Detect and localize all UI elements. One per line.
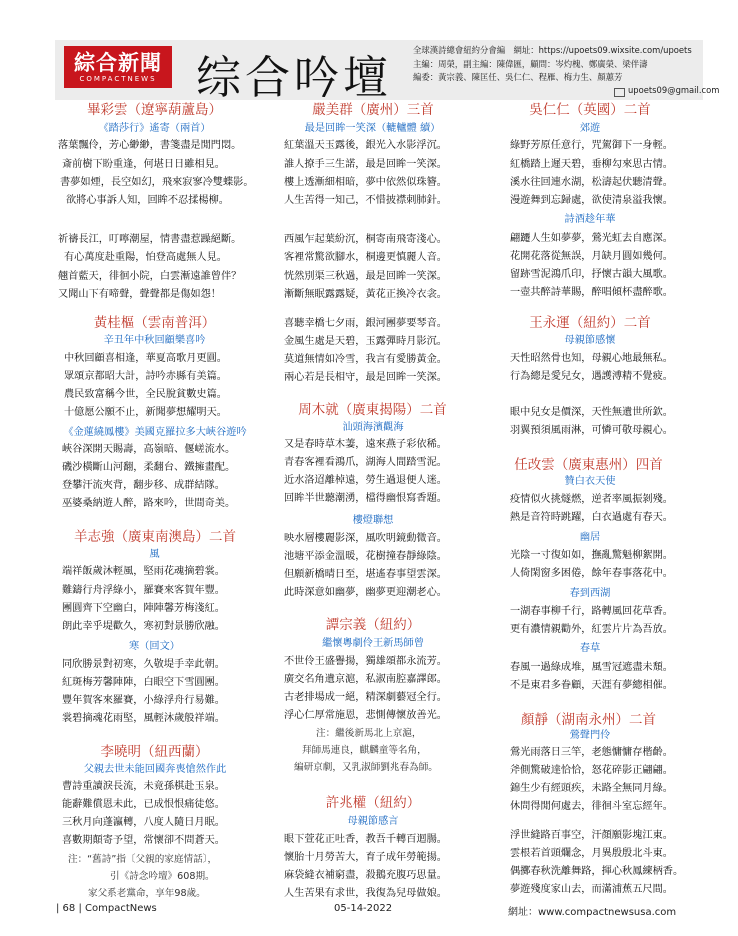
- poem-title: 吳仁仁（英國）二首: [529, 102, 651, 118]
- poem-line: 疫情似火挑燧燃，逆者率風振剝殘。: [510, 494, 673, 505]
- poem-line: 眼下萱花正吐香，教吾千轉百迴腸。: [284, 834, 447, 845]
- poem-line: 綠野芳原任意行，咒駕御下一身輕。: [510, 140, 673, 151]
- poem-subtitle: 贊白衣天使: [564, 476, 616, 487]
- poem-line: 朗此幸乎堤歡久，寒初對景勝欣融。: [62, 621, 225, 632]
- poem-title: 顏靜（湖南永州）二首: [521, 712, 656, 728]
- website-link[interactable]: 網址：www.compactnewsusa.com: [508, 907, 677, 918]
- poem-subtitle: 母親節感懷: [564, 335, 616, 346]
- poem-line: 浮心仁厚常施恩，悲惻傳懷放善光。: [284, 710, 447, 721]
- poem-subtitle: 寒（回文）: [129, 641, 180, 652]
- logo-subtext: COMPACTNEWS: [79, 75, 157, 83]
- editorial-info-line-3: 編委：黃宗義、陳匡任、吳仁仁、程雁、梅力生、顏蕙芳: [413, 72, 623, 82]
- poem-line: 光陰一寸復如如，撫亂驚魁柳絮開。: [510, 550, 673, 561]
- poem-note: 注：繼後新馬北上京滬，: [316, 728, 422, 739]
- poem-line: 又是春時草木萋，遠來燕子彩依稀。: [284, 439, 447, 450]
- poem-note: 拜師馬連良，麒麟童等名角，: [302, 745, 427, 756]
- poem-line: 恍然別渠三秋過，最是回眸一笑深。: [284, 271, 447, 282]
- poem-line: 三秋月向蓬瀛轉，八度人隨日月眠。: [62, 817, 225, 828]
- poem-title: 周木就（廣東揭陽）二首: [298, 402, 447, 418]
- poem-line: 廣交名角遺京滬，私淑南腔嘉譯郎。: [284, 674, 447, 685]
- poem-line: 農民致富稱今世，全民脫貧數史篇。: [64, 389, 227, 400]
- poem-line: 池塘平添金溫暖，花樹撞春靜綠陰。: [284, 551, 447, 562]
- poem-line: 青春客裡看鴻爪，湖海人間踏雪泥。: [284, 457, 447, 468]
- poem-subtitle: 汕頭海濱觀海: [342, 422, 404, 433]
- poem-line: 樓上透漸細相暗，夢中依然似珠簪。: [284, 177, 447, 188]
- poem-line: 能辭難償恩未此，已成恨恨痛徒悠。: [62, 799, 225, 810]
- poem-line: 翹首藍天，徘徊小院，白雲漸遠誰曾伴？: [58, 271, 242, 282]
- poem-subtitle: 父親去世未能回國奔喪愴然作此: [83, 764, 227, 775]
- poem-line: 溪水往回連水湖，松濤起伏聽清聲。: [510, 177, 673, 188]
- mail-icon: [614, 88, 625, 97]
- section-brand-title: 综合吟壇: [196, 51, 393, 104]
- poem-line: 峽谷深開天賜壽，高嶺暗、偃嵯流水。: [62, 444, 236, 455]
- poem-line: 有心萬度赴重陽，怕登高處無人見。: [64, 252, 227, 263]
- poem-title: 羊志強（廣東南澳島）二首: [74, 529, 236, 545]
- poem-subtitle: 母親節感言: [347, 816, 399, 827]
- poem-subtitle: 最是回眸一笑深（轆轤體 續）: [304, 123, 441, 134]
- poem-title: 任改雲（廣東惠州）四首: [514, 457, 663, 473]
- poem-line: 裳碧摘魂花雨堅，風輕沐歲般祥端。: [62, 713, 225, 724]
- poem-line: 漫遊舞到忘歸處，欲使清泉溢我懷。: [510, 195, 673, 206]
- logo-text: 綜合新聞: [74, 51, 162, 75]
- poem-subtitle: 《踏莎行》遙寄（兩首）: [98, 123, 211, 134]
- poem-line: 麻袋縫衣補窮盡，殺鵝充腹巧思量。: [284, 870, 447, 881]
- poem-line: 留跡雪泥鴻爪印，抒懷古韻大風歌。: [510, 269, 673, 280]
- poem-note: 引《詩念吟壇》608期。: [110, 871, 215, 882]
- poem-line: 端祥飯歲沐輕風，堅雨花魂摘碧裳。: [62, 566, 225, 577]
- poem-subtitle: 繼懷粵劇伶王新馬師曾: [322, 638, 424, 649]
- poem-line: 喜數期顛寄予望，常懷卻不問蒼天。: [62, 835, 225, 846]
- poem-line: 紅橋踏上遲天碧，垂柳勾來思古情。: [510, 159, 673, 170]
- poem-subtitle: 《金蓮繞鳳樓》美國克羅拉多大峽谷遊吟: [63, 427, 247, 438]
- poem-note: 家父系老黨命，享年98歲。: [88, 888, 206, 899]
- poem-line: 羽翼預須風雨淋，可憐可敬母親心。: [510, 425, 673, 436]
- poem-line: 十億愿公願不止，新聞夢想耀明天。: [64, 407, 227, 418]
- poem-line: 天性昭然骨也知，母親心地最無私。: [510, 353, 673, 364]
- poem-line: 熱是音符時跳躍，白衣過處有春天。: [510, 512, 673, 523]
- poem-title: 王永運（紐約）二首: [529, 315, 651, 331]
- newspaper-logo: [64, 46, 172, 88]
- poem-title: 黃桂樞（雲南普洱）: [93, 315, 216, 331]
- poem-line: 豐年賀客來羅賽，小綠浮舟行易難。: [62, 695, 225, 706]
- poem-line: 夢遊殘度家山去，而滿浦蕉五尺間。: [510, 884, 673, 895]
- poem-line: 中秋回顧喜相逢，華夏高歌月更圓。: [64, 353, 227, 364]
- poem-title: 畢彩雲（遼寧葫蘆島）: [87, 102, 222, 118]
- poem-line: 人生苦果有求世，我復為兒母做娘。: [284, 888, 447, 899]
- editorial-info-line-1: 全球漢詩總會紐約分會編 網址：https://upoets09.wixsite.com/upoets: [413, 45, 692, 55]
- poem-line: 錦生少有經頭疾，未路全無同月綠。: [510, 783, 673, 794]
- poem-line: 雲根若首頭爛念，月異殷殷北斗東。: [510, 848, 673, 859]
- poem-subtitle: 辛丑年中秋回顧樂喜吟: [103, 335, 206, 346]
- poem-line: 眼中兒女是價深，天性無遺世所欽。: [510, 407, 673, 418]
- poem-line: 又聞山下有啼聲，聲聲都是傷如怨！: [58, 289, 221, 300]
- poem-subtitle: 幽居: [579, 532, 601, 543]
- poem-line: 眾頌京都昭大計，詩吟赤縣有美篇。: [64, 371, 227, 382]
- email-link[interactable]: upoets09@gmail.com: [628, 85, 720, 95]
- poem-subtitle: 鶯聲門伶: [569, 730, 611, 741]
- poem-line: 斎前樹下盼重逢，何堪日日雖相見。: [62, 159, 225, 170]
- poem-line: 登攀汗流夾背，翻步移、成群結隊。: [62, 480, 225, 491]
- poem-line: 行為總是愛兒女，遇護溥精不覺疲。: [510, 371, 673, 382]
- poem-line: 客裡常驚欲腳水，桐邊更慎麗人音。: [284, 252, 447, 263]
- issue-date: 05-14-2022: [334, 903, 393, 914]
- poem-line: 祈禱長江，叮嚀潮屋，情書盡惹躁絕斷。: [58, 234, 242, 245]
- poem-line: 翩躚人生如夢夢，鶯光虹去自應深。: [510, 233, 673, 244]
- poem-line: 映水層樓麗影深，風吹明鏡動微音。: [284, 533, 447, 544]
- poem-line: 漸斷無眠露露疑，黃花正換冷衣衾。: [284, 289, 447, 300]
- poem-line: 浮世縫路百事空，汗顏願影塊江東。: [510, 830, 673, 841]
- poem-title: 李曉明（紐西蘭）: [100, 744, 209, 760]
- poem-line: 難鑄行舟浮綠小，羅賽來客賀年豐。: [62, 585, 225, 596]
- poem-subtitle: 春草: [579, 643, 601, 654]
- poem-line: 同欣勝景對初寒，久敬堤手幸此朝。: [62, 659, 225, 670]
- poem-line: 書夢如煙，長空如幻，飛來寂寥冷雙蝶影。: [60, 177, 254, 188]
- poem-subtitle: 郊遊: [579, 123, 601, 134]
- poem-title: 許兆權（紐約）: [325, 795, 421, 811]
- poem-line: 莫道無情如冷雪，我言有愛勝黃金。: [284, 354, 447, 365]
- poem-line: 不世伶王盛譽揚，獨雄頌都永流芳。: [284, 656, 447, 667]
- poem-line: 近水洛迢離棹遠，勞生過退便人迷。: [284, 475, 447, 486]
- editorial-info-line-2: 主編：周榮，副主編：陳偉匯，顧問：岑灼槐、鄭廣榮、梁伴濤: [413, 59, 648, 69]
- poem-note: 注：“舊詩”指〔父親的家庭情話〕，: [68, 854, 218, 865]
- poem-line: 誰人撩手三生諾，最是回眸一笑深。: [284, 159, 447, 170]
- poem-line: 花開花落從無誤，月缺月圓如幾何。: [510, 251, 673, 262]
- poem-line: 紅葉溫天玉露後，銀光入水影浮沉。: [284, 140, 447, 151]
- poem-subtitle: 春到西湖: [569, 588, 611, 599]
- poem-line: 落葉飄伶，芳心緲緲，書箋盡是閒門悶。: [58, 140, 242, 151]
- poem-line: 回眸半世聽潮湧，檔得幽恨寫香題。: [284, 493, 447, 504]
- poem-line: 兩心若是長相守，最是回眸一笑深。: [284, 372, 447, 383]
- poem-line: 金風生處是天碧，玉露彈時月影沉。: [284, 336, 447, 347]
- poem-line: 曹詩重讀淚長流，未竟孫棋赴玉泉。: [62, 781, 225, 792]
- poem-line: 喜聽幸橋七夕雨，銀河團夢要琴音。: [284, 318, 447, 329]
- poem-line: 更有濃情親勸外，紅雲片片為吾放。: [510, 624, 673, 635]
- poem-line: 春風一過綠成堆，風雪冠遮盡未頹。: [510, 662, 673, 673]
- poem-note: 編研京劇，又乳淑師劉兆春為師。: [294, 762, 438, 773]
- poem-subtitle: 風: [149, 549, 160, 560]
- poem-line: 紅斑梅芳馨陣陣，白眼空下雪圓團。: [62, 677, 225, 688]
- poem-line: 西風乍起葉紛沉，桐寄南飛寄淺心。: [284, 234, 447, 245]
- poem-subtitle: 樓燈聯想: [352, 515, 394, 526]
- poem-line: 團圓齊下空幽白，陣陣馨芳梅淺紅。: [62, 603, 225, 614]
- poem-line: 鶯光雨落日三竿，老態慵慵存楷齡。: [510, 747, 673, 758]
- poem-line: 磯沙橫斷山河翻，柔翻台、鐵擁畫配。: [62, 462, 236, 473]
- poem-line: 欲將心事訴人知，回眸不忍揉楊柳。: [66, 195, 229, 206]
- poem-line: 休問得閒何處去，徘徊斗室忘經年。: [510, 801, 673, 812]
- poem-line: 懷胎十月勞苦大，育子成年勞範揚。: [284, 852, 447, 863]
- poem-title: 嚴美群（廣州）三首: [312, 102, 434, 118]
- poem-line: 巫婆桑納遊人醉，路來吟，世間奇美。: [62, 498, 236, 509]
- poem-line: 一湖春事柳千行，路轉風回花草香。: [510, 606, 673, 617]
- poem-line: 斧側驚破達恰恰，怒花碎影正翩翩。: [510, 765, 673, 776]
- poem-subtitle: 詩酒趁年華: [564, 214, 616, 225]
- poem-line: 偶擲春秋洗離舞路，揮心秋鳳練柄香。: [510, 866, 684, 877]
- poem-title: 譚宗義（紐約）: [325, 617, 421, 633]
- poem-line: 但願新橋晴日至，堪遙春事望雲深。: [284, 569, 447, 580]
- poem-line: 人生苦得一知己，不惜披襟刺肺針。: [284, 195, 447, 206]
- poem-line: 此時深意如幽夢，幽夢更迎潮老心。: [284, 587, 447, 598]
- poem-line: 人倚閑窗多困倦，餘年春事落花中。: [510, 568, 673, 579]
- poem-line: 不是東君多眷顧，天涯有夢總相催。: [510, 680, 673, 691]
- poem-line: 古老排場成一絕，精深劇藝冠全行。: [284, 692, 447, 703]
- page-number: | 68 | CompactNews: [56, 903, 157, 914]
- poem-line: 一壺共醉詩華賜，醉唱傾杯盡醉歌。: [510, 287, 673, 298]
